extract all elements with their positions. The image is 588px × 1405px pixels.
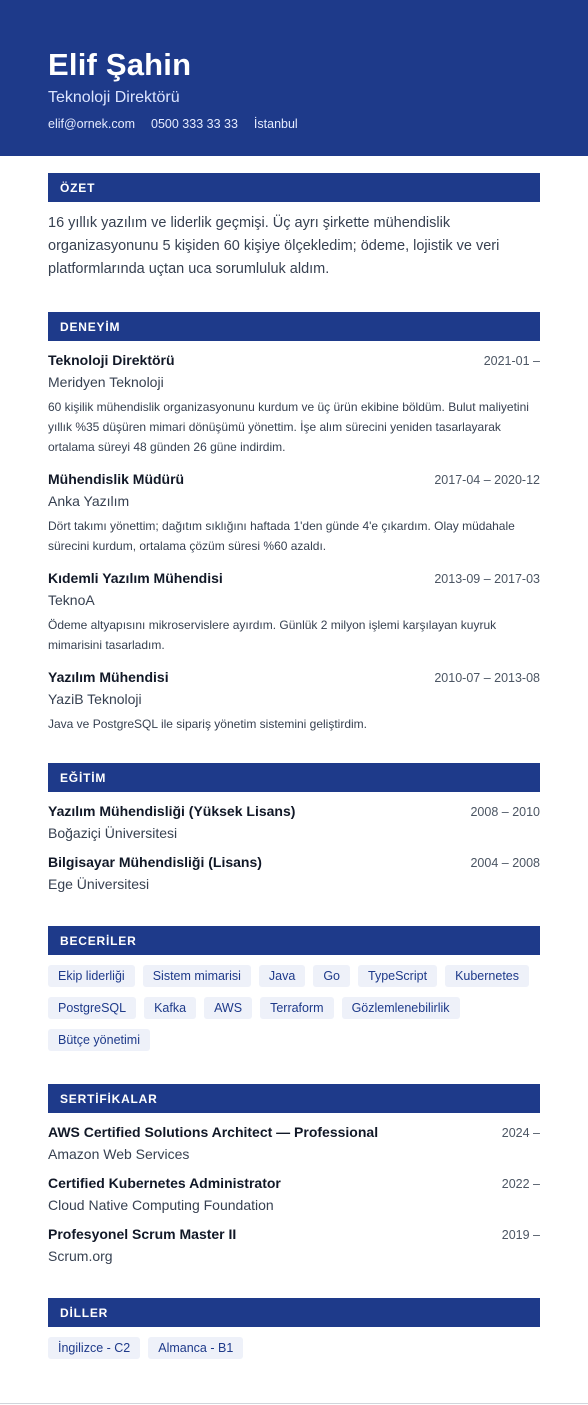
certification-date: 2022 – [501, 1177, 540, 1191]
contact-info [48, 116, 540, 132]
experience-item [48, 351, 540, 457]
skills-list [48, 965, 540, 1051]
section-header-education: EĞİTİM [48, 763, 540, 792]
languages-list [48, 1337, 540, 1359]
language-chip: İngilizce - C2 [48, 1337, 140, 1359]
skill-chip: Kubernetes [445, 965, 529, 987]
job-description: Java ve PostgreSQL ile sipariş yönetim sistemini geliştirdim. [48, 717, 368, 731]
job-date: 2010-07 – 2013-08 [434, 671, 540, 685]
contact-phone[interactable]: 0500 333 33 33 [151, 117, 238, 131]
skill-chip: Java [259, 965, 305, 987]
job-company: Anka Yazılım [48, 493, 130, 509]
section-header-certifications: SERTİFİKALAR [48, 1084, 540, 1113]
resume-header [0, 0, 588, 156]
contact-email[interactable]: elif@ornek.com [48, 117, 136, 131]
experience-item [48, 668, 540, 734]
job-title: Yazılım Mühendisi [48, 669, 169, 685]
certification-name: Certified Kubernetes Administrator [48, 1175, 281, 1191]
job-company: TeknoA [48, 592, 95, 608]
skill-chip: TypeScript [358, 965, 437, 987]
job-date: 2017-04 – 2020-12 [434, 473, 540, 487]
section-header-languages: DİLLER [48, 1298, 540, 1327]
education-date: 2008 – 2010 [470, 805, 540, 819]
summary-text: 16 yıllık yazılım ve liderlik geçmişi. Üç ayrı şirkette mühendislik organizasyonunu 5 kişiden 60 kişiye ölçekledim; ödeme, lojistik ve veri platformlarında uçtan uca sorumluluk aldım. [48, 215, 500, 277]
candidate-title: Teknoloji Direktörü [48, 89, 180, 106]
certification-issuer: Amazon Web Services [48, 1146, 190, 1162]
job-date: 2013-09 – 2017-03 [434, 572, 540, 586]
certification-item [48, 1225, 540, 1266]
education-date: 2004 – 2008 [470, 856, 540, 870]
skill-chip: Ekip liderliği [48, 965, 135, 987]
job-date: 2021-01 – [483, 354, 540, 368]
job-description: Ödeme altyapısını mikroservislere ayırdım. Günlük 2 milyon işlemi karşılayan kuyruk mimarisini tasarladım. [48, 618, 497, 652]
skill-chip: Go [313, 965, 350, 987]
certification-name: Profesyonel Scrum Master II [48, 1226, 237, 1242]
skill-chip: Sistem mimarisi [143, 965, 251, 987]
skill-chip: AWS [204, 997, 252, 1019]
education-item [48, 853, 540, 894]
degree-title: Bilgisayar Mühendisliği (Lisans) [48, 854, 262, 870]
section-header-experience: DENEYİM [48, 312, 540, 341]
skill-chip: PostgreSQL [48, 997, 136, 1019]
resume-body [0, 173, 588, 1359]
job-company: YaziB Teknoloji [48, 691, 142, 707]
certification-name: AWS Certified Solutions Architect — Professional [48, 1124, 379, 1140]
education-item [48, 802, 540, 843]
certification-date: 2024 – [501, 1126, 540, 1140]
experience-item [48, 569, 540, 655]
job-title: Kıdemli Yazılım Mühendisi [48, 570, 223, 586]
language-chip: Almanca - B1 [148, 1337, 243, 1359]
section-header-skills: BECERİLER [48, 926, 540, 955]
skill-chip: Terraform [260, 997, 333, 1019]
job-company: Meridyen Teknoloji [48, 374, 164, 390]
experience-item [48, 470, 540, 556]
contact-city: İstanbul [253, 117, 298, 131]
skill-chip: Bütçe yönetimi [48, 1029, 150, 1051]
certification-item [48, 1123, 540, 1164]
degree-title: Yazılım Mühendisliği (Yüksek Lisans) [48, 803, 296, 819]
skill-chip: Gözlemlenebilirlik [342, 997, 460, 1019]
job-title: Teknoloji Direktörü [48, 352, 175, 368]
certification-item [48, 1174, 540, 1215]
candidate-name: Elif Şahin [48, 47, 192, 82]
school-name: Boğaziçi Üniversitesi [48, 825, 178, 841]
job-description: 60 kişilik mühendislik organizasyonunu kurdum ve üç ürün ekibine böldüm. Bulut maliyetini yıllık %35 düşüren mimari dönüşümü yönettim. İşe alım sürecini yeniden tasarlayarak ortalama süreyi 48 günden 26 güne indirdim. [48, 400, 529, 454]
job-description: Dört takımı yönettim; dağıtım sıklığını haftada 1'den günde 4'e çıkardım. Olay müdahale sürecini kurdum, ortalama çözüm süresi %60 azaldı. [48, 519, 515, 553]
certification-issuer: Scrum.org [48, 1248, 113, 1264]
page-bottom-divider [0, 1403, 588, 1404]
section-header-summary: ÖZET [48, 173, 540, 202]
school-name: Ege Üniversitesi [48, 876, 150, 892]
job-title: Mühendislik Müdürü [48, 471, 185, 487]
skill-chip: Kafka [144, 997, 196, 1019]
certification-date: 2019 – [501, 1228, 540, 1242]
certification-issuer: Cloud Native Computing Foundation [48, 1197, 274, 1213]
